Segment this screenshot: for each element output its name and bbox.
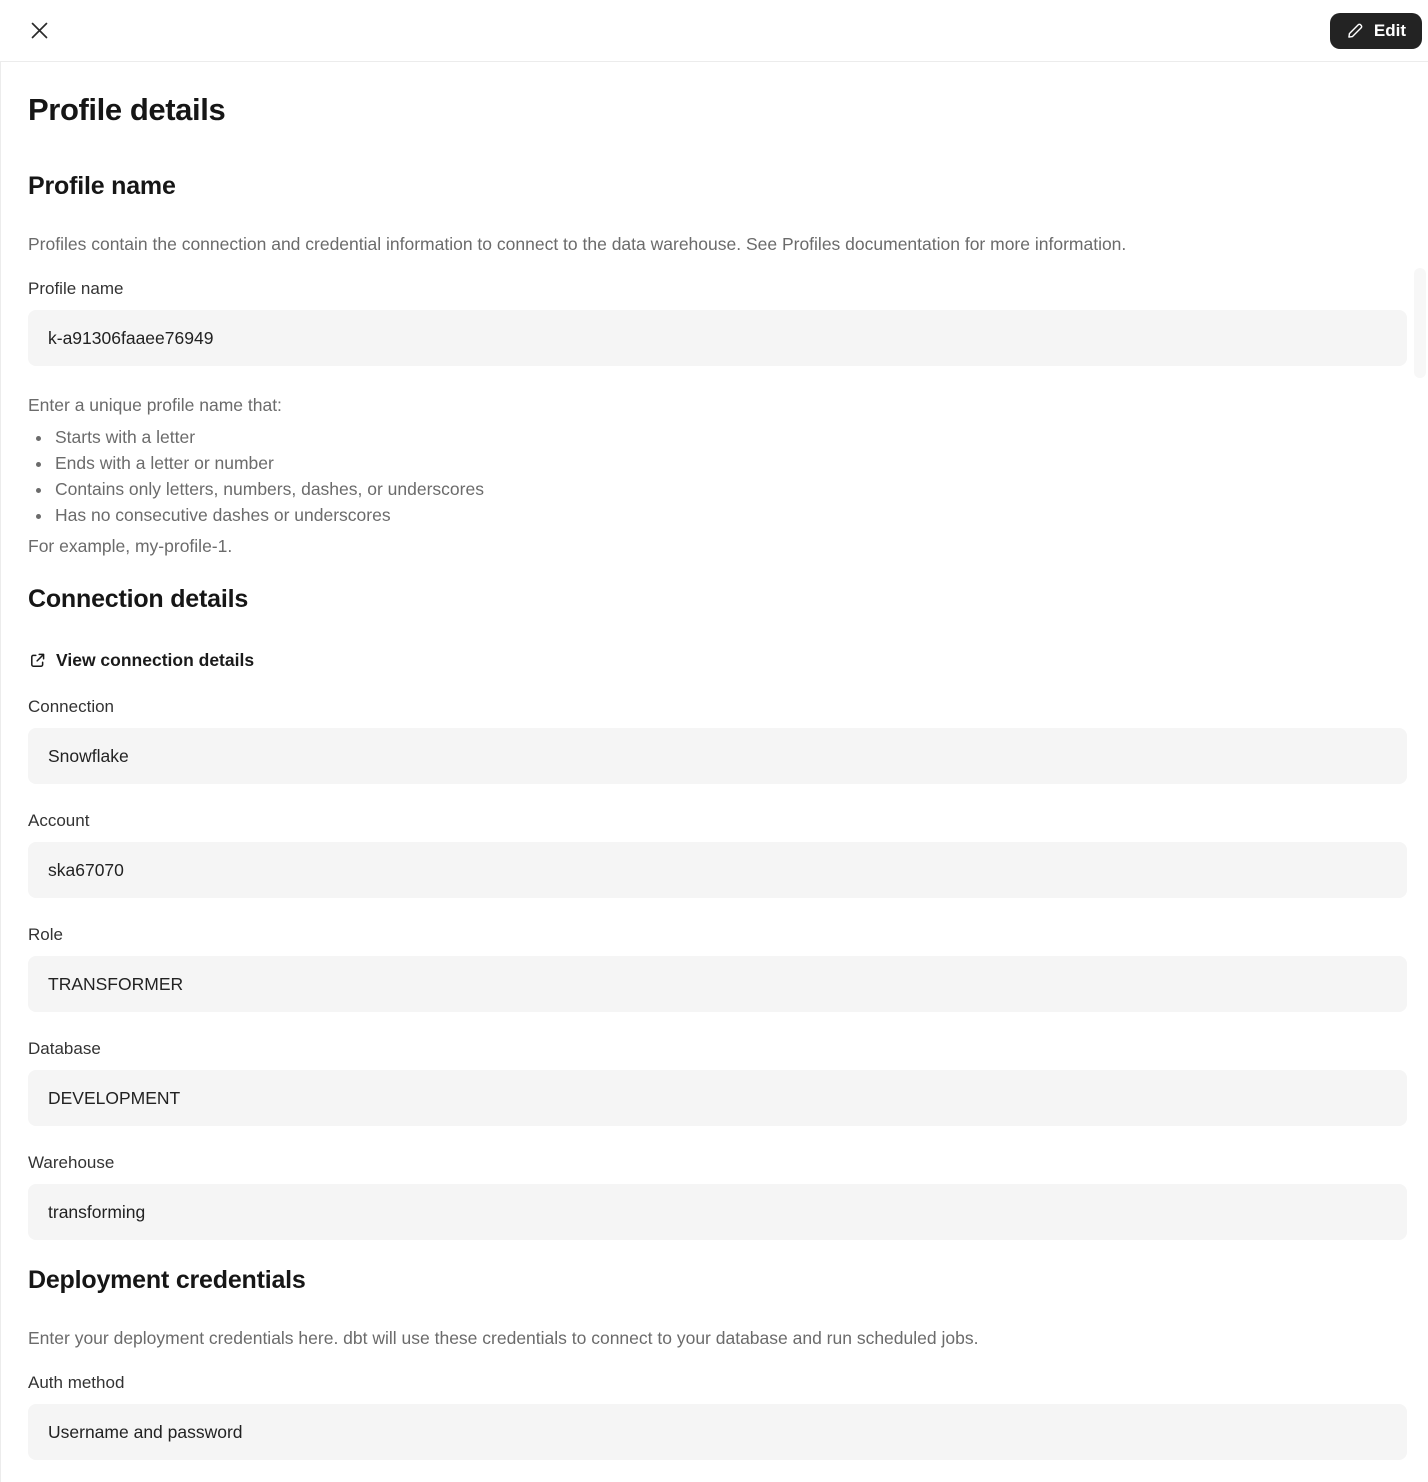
- profile-name-label: Profile name: [28, 279, 124, 298]
- connection-label: Connection: [28, 697, 115, 716]
- database-value: DEVELOPMENT: [48, 1087, 181, 1108]
- role-field-row: [28, 925, 1407, 1012]
- close-icon: [30, 21, 49, 40]
- connection-value: Snowflake: [48, 745, 129, 766]
- auth-method-label: Auth method: [28, 1373, 125, 1392]
- rule-item: • Starts with a letter: [53, 424, 1407, 450]
- edit-button[interactable]: [1330, 13, 1422, 49]
- page-title: Profile details: [28, 92, 226, 127]
- profile-name-input: [28, 310, 1407, 366]
- auth-method-field-row: [28, 1373, 1407, 1460]
- account-value: ska67070: [48, 859, 124, 880]
- role-input: [28, 956, 1407, 1012]
- edit-button-label: Edit: [1373, 20, 1406, 40]
- profile-details-panel: [0, 62, 1428, 1482]
- account-input: [28, 842, 1407, 898]
- scrollbar-thumb[interactable]: [1414, 268, 1426, 378]
- profile-name-value: k-a91306faaee76949: [48, 327, 214, 348]
- profile-name-field-row: [28, 279, 1407, 366]
- deployment-credentials-heading: Deployment credentials: [28, 1266, 306, 1294]
- account-field-row: [28, 811, 1407, 898]
- view-connection-details-label: View connection details: [56, 650, 255, 670]
- rule-item: • Ends with a letter or number: [53, 450, 1407, 476]
- profile-name-heading: Profile name: [28, 172, 176, 200]
- database-input: [28, 1070, 1407, 1126]
- auth-method-value: Username and password: [48, 1421, 243, 1442]
- database-field-row: [28, 1039, 1407, 1126]
- connection-fields: [28, 697, 1407, 1240]
- account-label: Account: [28, 811, 90, 830]
- warehouse-field-row: [28, 1153, 1407, 1240]
- pencil-icon: [1346, 21, 1365, 40]
- connection-input: [28, 728, 1407, 784]
- database-label: Database: [28, 1039, 101, 1058]
- warehouse-value: transforming: [48, 1201, 146, 1222]
- role-value: TRANSFORMER: [48, 973, 184, 994]
- profile-name-example: For example, my-profile-1.: [28, 536, 233, 556]
- profile-name-rules: [28, 424, 1407, 528]
- warehouse-input: [28, 1184, 1407, 1240]
- connection-details-heading: Connection details: [28, 585, 249, 613]
- deployment-credentials-description: Enter your deployment credentials here. dbt will use these credentials to connect to your database and run scheduled jobs.: [28, 1328, 979, 1348]
- warehouse-label: Warehouse: [28, 1153, 115, 1172]
- rule-item: • Has no consecutive dashes or underscores: [53, 502, 1407, 528]
- profile-name-hint-intro: Enter a unique profile name that:: [28, 395, 282, 415]
- topbar: [0, 0, 1428, 62]
- rule-item: • Contains only letters, numbers, dashes, or underscores: [53, 476, 1407, 502]
- auth-method-input: [28, 1404, 1407, 1460]
- role-label: Role: [28, 925, 63, 944]
- close-button[interactable]: [26, 17, 53, 44]
- view-connection-details-link[interactable]: [28, 650, 254, 671]
- external-link-icon: [28, 651, 47, 670]
- connection-field-row: [28, 697, 1407, 784]
- profile-section-description: Profiles contain the connection and credential information to connect to the data warehouse. See Profiles documentation for more information.: [28, 234, 1127, 254]
